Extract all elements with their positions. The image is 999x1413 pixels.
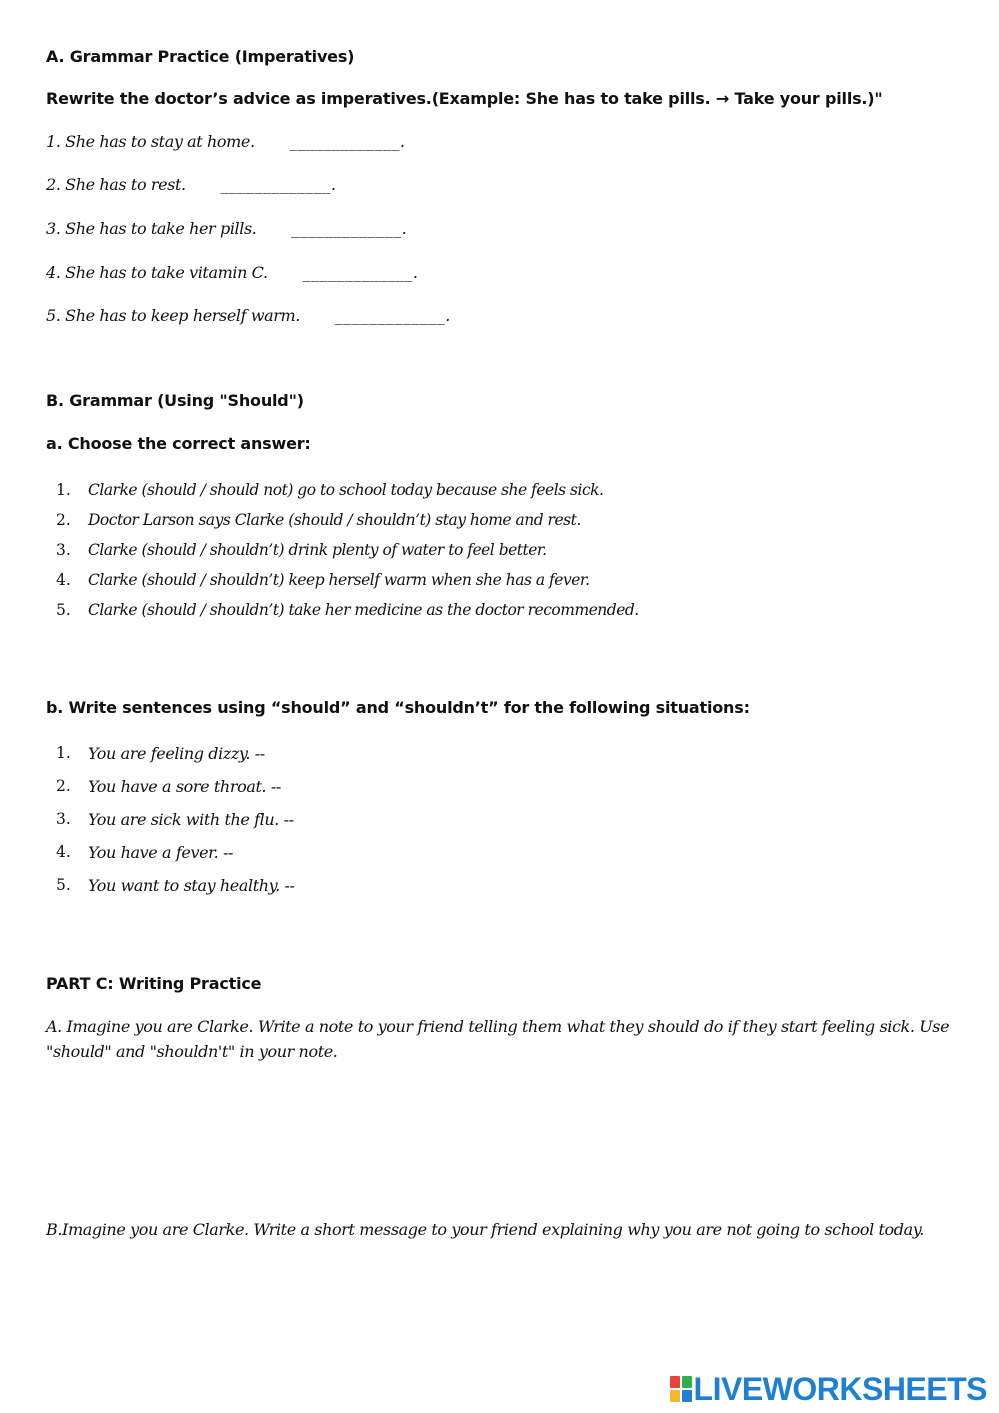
list-number: 3. bbox=[56, 810, 71, 828]
list-number: 3. bbox=[56, 541, 71, 559]
answer-blank[interactable]: _____________. bbox=[334, 306, 451, 325]
imperative-item bbox=[46, 219, 407, 238]
list-number: 1. bbox=[56, 481, 71, 499]
section-a-title: A. Grammar Practice (Imperatives) bbox=[46, 47, 355, 66]
logo-block bbox=[682, 1390, 692, 1402]
writing-prompt-a: A. Imagine you are Clarke. Write a note to your friend telling them what they should do if they start feeling sick. Use "should" and "shouldn't" in your note. bbox=[46, 1017, 950, 1061]
answer-blank[interactable]: _____________. bbox=[289, 132, 406, 151]
logo-blocks-icon bbox=[670, 1376, 692, 1402]
imperative-item-text: 3. She has to take her pills. bbox=[46, 219, 257, 238]
answer-blank[interactable]: _____________. bbox=[302, 263, 419, 282]
list-number: 5. bbox=[56, 876, 71, 894]
liveworksheets-logo bbox=[670, 1372, 987, 1406]
imperative-item bbox=[46, 306, 451, 325]
imperative-item bbox=[46, 132, 405, 151]
situation-item: You want to stay healthy. -- bbox=[88, 876, 295, 895]
logo-block bbox=[682, 1376, 692, 1388]
imperative-item-text: 1. She has to stay at home. bbox=[46, 132, 255, 151]
choose-answer-item: Doctor Larson says Clarke (should / shouldn’t) stay home and rest. bbox=[88, 511, 581, 529]
section-a-instruction: Rewrite the doctor’s advice as imperatives.(Example: She has to take pills. → Take your pills.)" bbox=[46, 89, 883, 108]
imperative-item bbox=[46, 175, 337, 194]
choose-answer-item: Clarke (should / shouldn’t) take her medicine as the doctor recommended. bbox=[88, 601, 639, 619]
list-number: 4. bbox=[56, 571, 71, 589]
list-number: 5. bbox=[56, 601, 71, 619]
answer-blank[interactable]: _____________. bbox=[220, 175, 337, 194]
choose-answer-item: Clarke (should / shouldn’t) keep herself warm when she has a fever. bbox=[88, 571, 590, 589]
imperative-item-text: 2. She has to rest. bbox=[46, 175, 186, 194]
section-b-part-b-title: b. Write sentences using “should” and “shouldn’t” for the following situations: bbox=[46, 698, 750, 717]
imperative-item-text: 4. She has to take vitamin C. bbox=[46, 263, 268, 282]
writing-prompt-b: B.Imagine you are Clarke. Write a short message to your friend explaining why you are not going to school today. bbox=[46, 1220, 924, 1239]
situation-item: You are sick with the flu. -- bbox=[88, 810, 294, 829]
logo-text: LIVEWORKSHEETS bbox=[693, 1371, 987, 1407]
list-number: 2. bbox=[56, 777, 71, 795]
choose-answer-item: Clarke (should / should not) go to school today because she feels sick. bbox=[88, 481, 604, 499]
section-b-part-a-title: a. Choose the correct answer: bbox=[46, 434, 311, 453]
list-number: 4. bbox=[56, 843, 71, 861]
logo-block bbox=[670, 1390, 680, 1402]
part-c-title: PART C: Writing Practice bbox=[46, 974, 262, 993]
list-number: 1. bbox=[56, 744, 71, 762]
situation-item: You are feeling dizzy. -- bbox=[88, 744, 265, 763]
situation-item: You have a sore throat. -- bbox=[88, 777, 281, 796]
section-b-title: B. Grammar (Using "Should") bbox=[46, 391, 304, 410]
imperative-item-text: 5. She has to keep herself warm. bbox=[46, 306, 300, 325]
imperative-item bbox=[46, 263, 418, 282]
situation-item: You have a fever. -- bbox=[88, 843, 234, 862]
list-number: 2. bbox=[56, 511, 71, 529]
choose-answer-item: Clarke (should / shouldn’t) drink plenty of water to feel better. bbox=[88, 541, 547, 559]
answer-blank[interactable]: _____________. bbox=[291, 219, 408, 238]
logo-block bbox=[670, 1376, 680, 1388]
